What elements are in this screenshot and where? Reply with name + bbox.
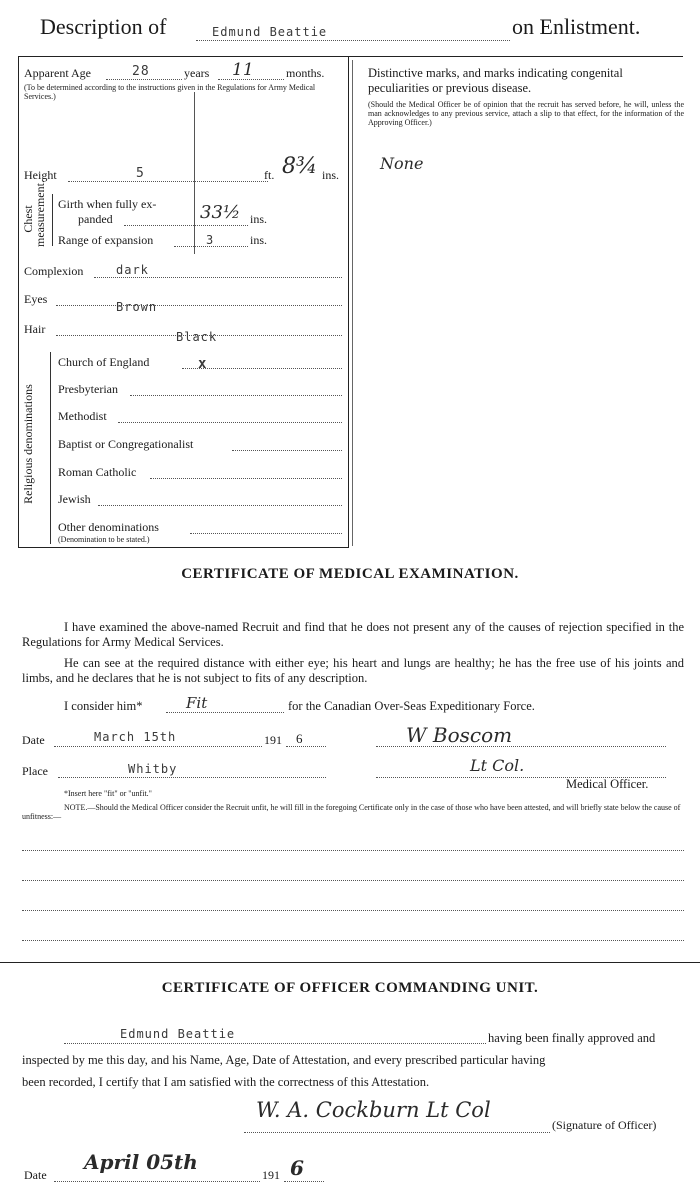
medical-heading: CERTIFICATE OF MEDICAL EXAMINATION. — [181, 566, 519, 582]
med-year-line — [286, 746, 326, 747]
form-title-left: Description of — [40, 14, 167, 39]
place-label: Place — [22, 764, 48, 778]
place-value: Whitby — [128, 762, 178, 776]
range-value: 3 — [206, 233, 215, 247]
girth-label-1: Girth when fully ex- — [58, 197, 157, 211]
officer-rank: Lt Col. — [470, 756, 525, 775]
eyes-line — [56, 305, 342, 306]
cmd-year-suffix: 6 — [290, 1156, 304, 1180]
religion-mark: x — [198, 356, 208, 372]
frame-left — [18, 56, 19, 548]
marks-value: None — [380, 154, 424, 173]
medical-para-2: He can see at the required distance with either eye; his heart and lungs are healthy; he has the free use of his joints and limbs, and he declares that he is not subject to fits of any description. — [22, 656, 684, 685]
complexion-line — [94, 277, 342, 278]
med-date-line — [54, 746, 262, 747]
cmd-date-label: Date — [24, 1168, 47, 1182]
complexion-value: dark — [116, 263, 149, 277]
religion-brace — [50, 352, 51, 544]
height-ft-value: 5 — [136, 166, 145, 181]
section-divider — [0, 962, 700, 963]
hair-value: Black — [176, 330, 218, 344]
height-ins-value: 8¾ — [282, 154, 318, 179]
medical-officer-title: Medical Officer. — [566, 777, 649, 791]
officer-signature: W Boscom — [406, 723, 513, 747]
force-label — [288, 699, 535, 714]
eyes-value: Brown — [116, 300, 158, 314]
signature-label: (Signature of Officer) — [552, 1118, 657, 1132]
religion-baptist: Baptist or Congregationalist — [58, 437, 194, 451]
chest-brace — [52, 194, 53, 246]
religion-line — [190, 533, 342, 534]
unfit-line-1 — [22, 850, 684, 851]
girth-unit: ins. — [250, 212, 268, 226]
months-label: months. — [286, 66, 325, 80]
marks-note: (Should the Medical Officer be of opinion that the recruit has served before, he will, unless the man acknowledges to any previous service, attach a slip to that effect, for the information of the Approving Officer.) — [368, 100, 684, 127]
cmd-year-prefix: 191 — [262, 1168, 280, 1182]
place-line — [58, 777, 326, 778]
religion-line — [118, 422, 342, 423]
age-note: (To be determined according to the instructions given in the Regulations for Army Medical Services.) — [24, 83, 316, 101]
unfit-line-3 — [22, 910, 684, 911]
frame-bottom — [18, 547, 348, 548]
unfit-line-2 — [22, 880, 684, 881]
header-name-line — [196, 40, 510, 41]
recruit-name: Edmund Beattie — [212, 25, 328, 39]
cmd-date-value: April 05th — [84, 1150, 198, 1174]
complexion-label: Complexion — [24, 264, 84, 278]
religion-line — [232, 450, 342, 451]
eyes-label: Eyes — [24, 292, 48, 306]
years-label: years — [184, 66, 210, 80]
religion-presbyterian: Presbyterian — [58, 382, 118, 396]
range-unit: ins. — [250, 233, 268, 247]
girth-value: 33½ — [200, 202, 241, 223]
cmd-line-1: having been finally approved and — [488, 1031, 656, 1045]
medical-para-1: I have examined the above-named Recruit and find that he does not present any of the causes of rejection specified in the Regulations for Army Medical Services. — [22, 620, 684, 649]
religion-label: Religious denominations — [21, 384, 35, 504]
cmd-line-2: inspected by me this day, and his Name, Age, Date of Attestation, and every prescribed particular having — [22, 1053, 546, 1067]
consider-value: Fit — [186, 694, 208, 712]
column-divider — [348, 56, 349, 548]
cmd-line-3: been recorded, I certify that I am satisfied with the correctness of this Attestation. — [22, 1075, 430, 1089]
unfit-note: NOTE.—Should the Medical Officer consider the Recruit unfit, he will fill in the foregoing Certificate only in the case of those who have been attested, and will briefly state below the cause of unfitness:— — [22, 803, 681, 821]
religion-other-note: (Denomination to be stated.) — [58, 535, 150, 544]
med-date-label: Date — [22, 733, 45, 747]
med-year-prefix: 191 — [264, 733, 282, 747]
religion-line — [130, 395, 342, 396]
height-label: Height — [24, 168, 57, 182]
chest-label: Chest measurement. — [21, 180, 47, 247]
marks-heading-1: Distinctive marks, and marks indicating congenital — [368, 66, 623, 80]
cmd-name-line — [64, 1043, 486, 1044]
med-year-suffix: 6 — [296, 731, 303, 746]
consider-line — [166, 712, 284, 713]
girth-line — [124, 225, 248, 226]
unfit-line-4 — [22, 940, 684, 941]
age-years-value: 28 — [132, 64, 150, 79]
religion-jewish: Jewish — [58, 492, 91, 506]
consider-label: I consider him* — [64, 699, 143, 713]
cmd-year-line — [284, 1181, 324, 1182]
ins-label: ins. — [322, 168, 340, 182]
med-date-value: March 15th — [94, 730, 177, 744]
cmd-date-line — [54, 1181, 260, 1182]
form-title-right: on Enlistment. — [512, 14, 641, 39]
range-label: Range of expansion — [58, 233, 154, 247]
hair-label: Hair — [24, 322, 46, 336]
religion-roman-catholic: Roman Catholic — [58, 465, 137, 479]
girth-label-2: panded — [78, 212, 113, 226]
insert-note: *Insert here "fit" or "unfit." — [64, 789, 152, 798]
column-divider-2 — [352, 60, 353, 546]
cmd-sig-line — [244, 1132, 550, 1133]
ft-label: ft. — [264, 168, 275, 182]
age-years-line — [106, 79, 182, 80]
religion-methodist: Methodist — [58, 409, 107, 423]
force-text: for the Canadian Over-Seas Expeditionary Force. — [288, 699, 535, 713]
frame-top — [18, 56, 683, 57]
height-ft-line — [68, 181, 268, 182]
marks-heading-2: peculiarities or previous disease. — [368, 81, 532, 95]
measure-divider — [194, 92, 195, 254]
religion-church-of-england: Church of England — [58, 355, 150, 369]
age-months-value: 11 — [232, 60, 254, 80]
commanding-signature: W. A. Cockburn Lt Col — [256, 1098, 491, 1122]
commanding-heading: CERTIFICATE OF OFFICER COMMANDING UNIT. — [161, 980, 539, 996]
religion-other: Other denominations — [58, 520, 159, 534]
religion-line — [150, 478, 342, 479]
cmd-name-value: Edmund Beattie — [120, 1027, 236, 1041]
religion-line — [98, 505, 342, 506]
apparent-age-label: Apparent Age — [24, 66, 91, 80]
